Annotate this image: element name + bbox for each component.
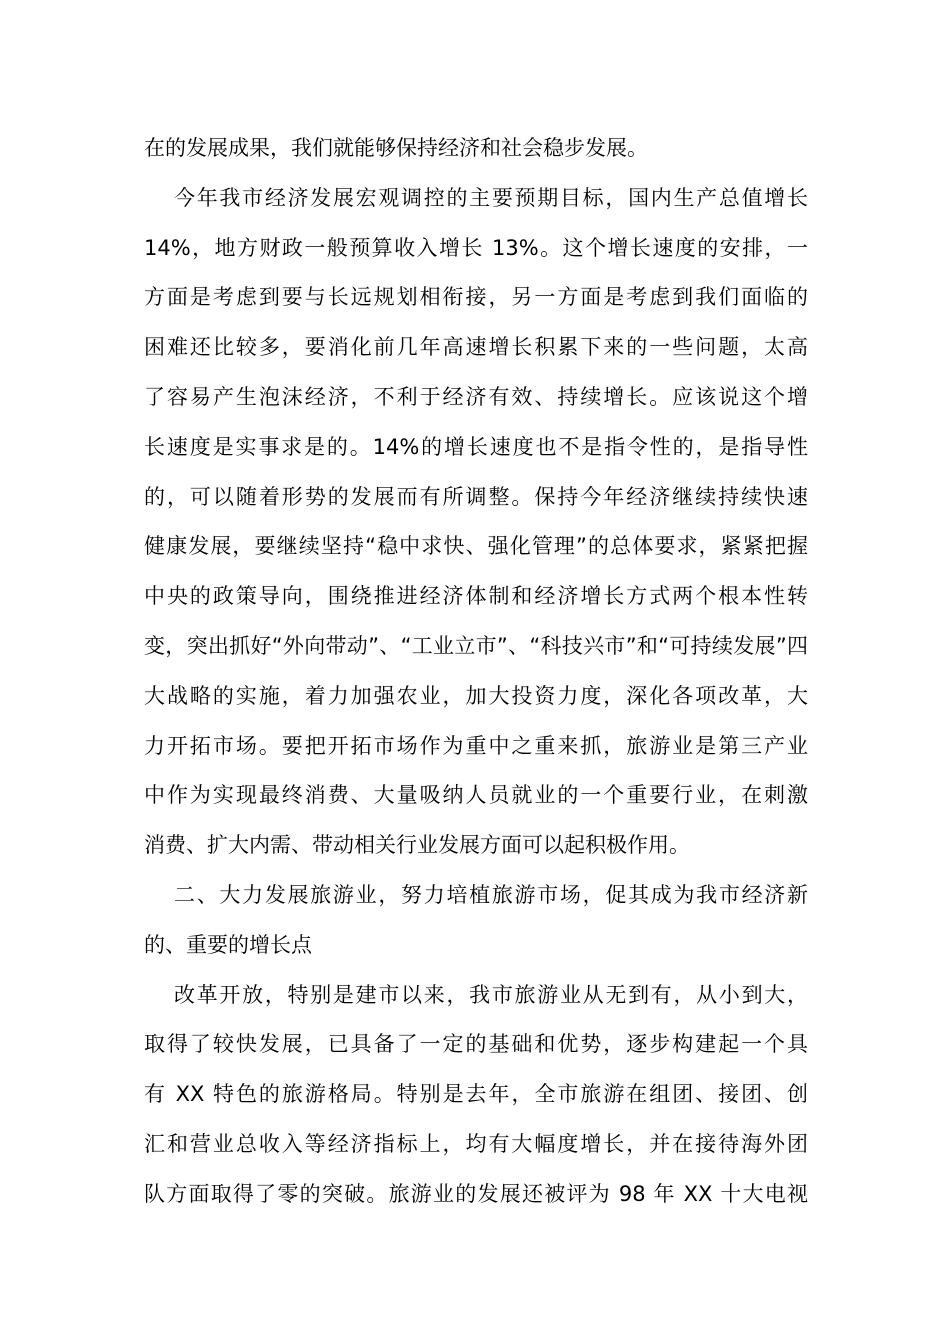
text-line: 队方面取得了零的突破。旅游业的发展还被评为 98 年 XX 十大电视 — [144, 1181, 808, 1206]
text-line: 14%，地方财政一般预算收入增长 13%。这个增长速度的安排，一 — [144, 235, 808, 260]
text-line: 的，可以随着形势的发展而有所调整。保持今年经济继续持续快速 — [144, 484, 808, 509]
text-line: 消费、扩大内需、带动相关行业发展方面可以起积极作用。 — [144, 833, 690, 858]
document-body — [144, 124, 808, 1220]
text-line: 汇和营业总收入等经济指标上，均有大幅度增长，并在接待海外团 — [144, 1131, 808, 1156]
paragraph-first-line: 改革开放，特别是建市以来，我市旅游业从无到有，从小到大， — [174, 982, 808, 1007]
text-line: 长速度是实事求是的。14%的增长速度也不是指令性的，是指导性 — [144, 434, 808, 459]
text-line: 中作为实现最终消费、大量吸纳人员就业的一个重要行业，在刺激 — [144, 783, 808, 808]
section-heading-line: 二、大力发展旅游业，努力培植旅游市场，促其成为我市经济新 — [174, 882, 808, 907]
text-line: 有 XX 特色的旅游格局。特别是去年，全市旅游在组团、接团、创 — [144, 1082, 808, 1107]
text-line: 困难还比较多，要消化前几年高速增长积累下来的一些问题，太高 — [144, 335, 808, 360]
text-line: 方面是考虑到要与长远规划相衔接，另一方面是考虑到我们面临的 — [144, 285, 808, 310]
section-heading-line: 的、重要的增长点 — [144, 932, 312, 957]
text-line: 了容易产生泡沫经济，不利于经济有效、持续增长。应该说这个增 — [144, 384, 808, 409]
text-line: 取得了较快发展，已具备了一定的基础和优势，逐步构建起一个具 — [144, 1032, 808, 1057]
text-line: 变，突出抓好“外向带动”、“工业立市”、“科技兴市”和“可持续发展”四 — [144, 633, 808, 658]
paragraph-first-line: 今年我市经济发展宏观调控的主要预期目标，国内生产总值增长 — [174, 185, 808, 210]
text-line: 在的发展成果，我们就能够保持经济和社会稳步发展。 — [144, 136, 648, 160]
text-line: 力开拓市场。要把开拓市场作为重中之重来抓，旅游业是第三产业 — [144, 733, 808, 758]
text-line: 大战略的实施，着力加强农业，加大投资力度，深化各项改革，大 — [144, 683, 808, 708]
text-line: 中央的政策导向，围绕推进经济体制和经济增长方式两个根本性转 — [144, 584, 808, 609]
text-line: 健康发展，要继续坚持“稳中求快、强化管理”的总体要求，紧紧把握 — [144, 534, 808, 559]
